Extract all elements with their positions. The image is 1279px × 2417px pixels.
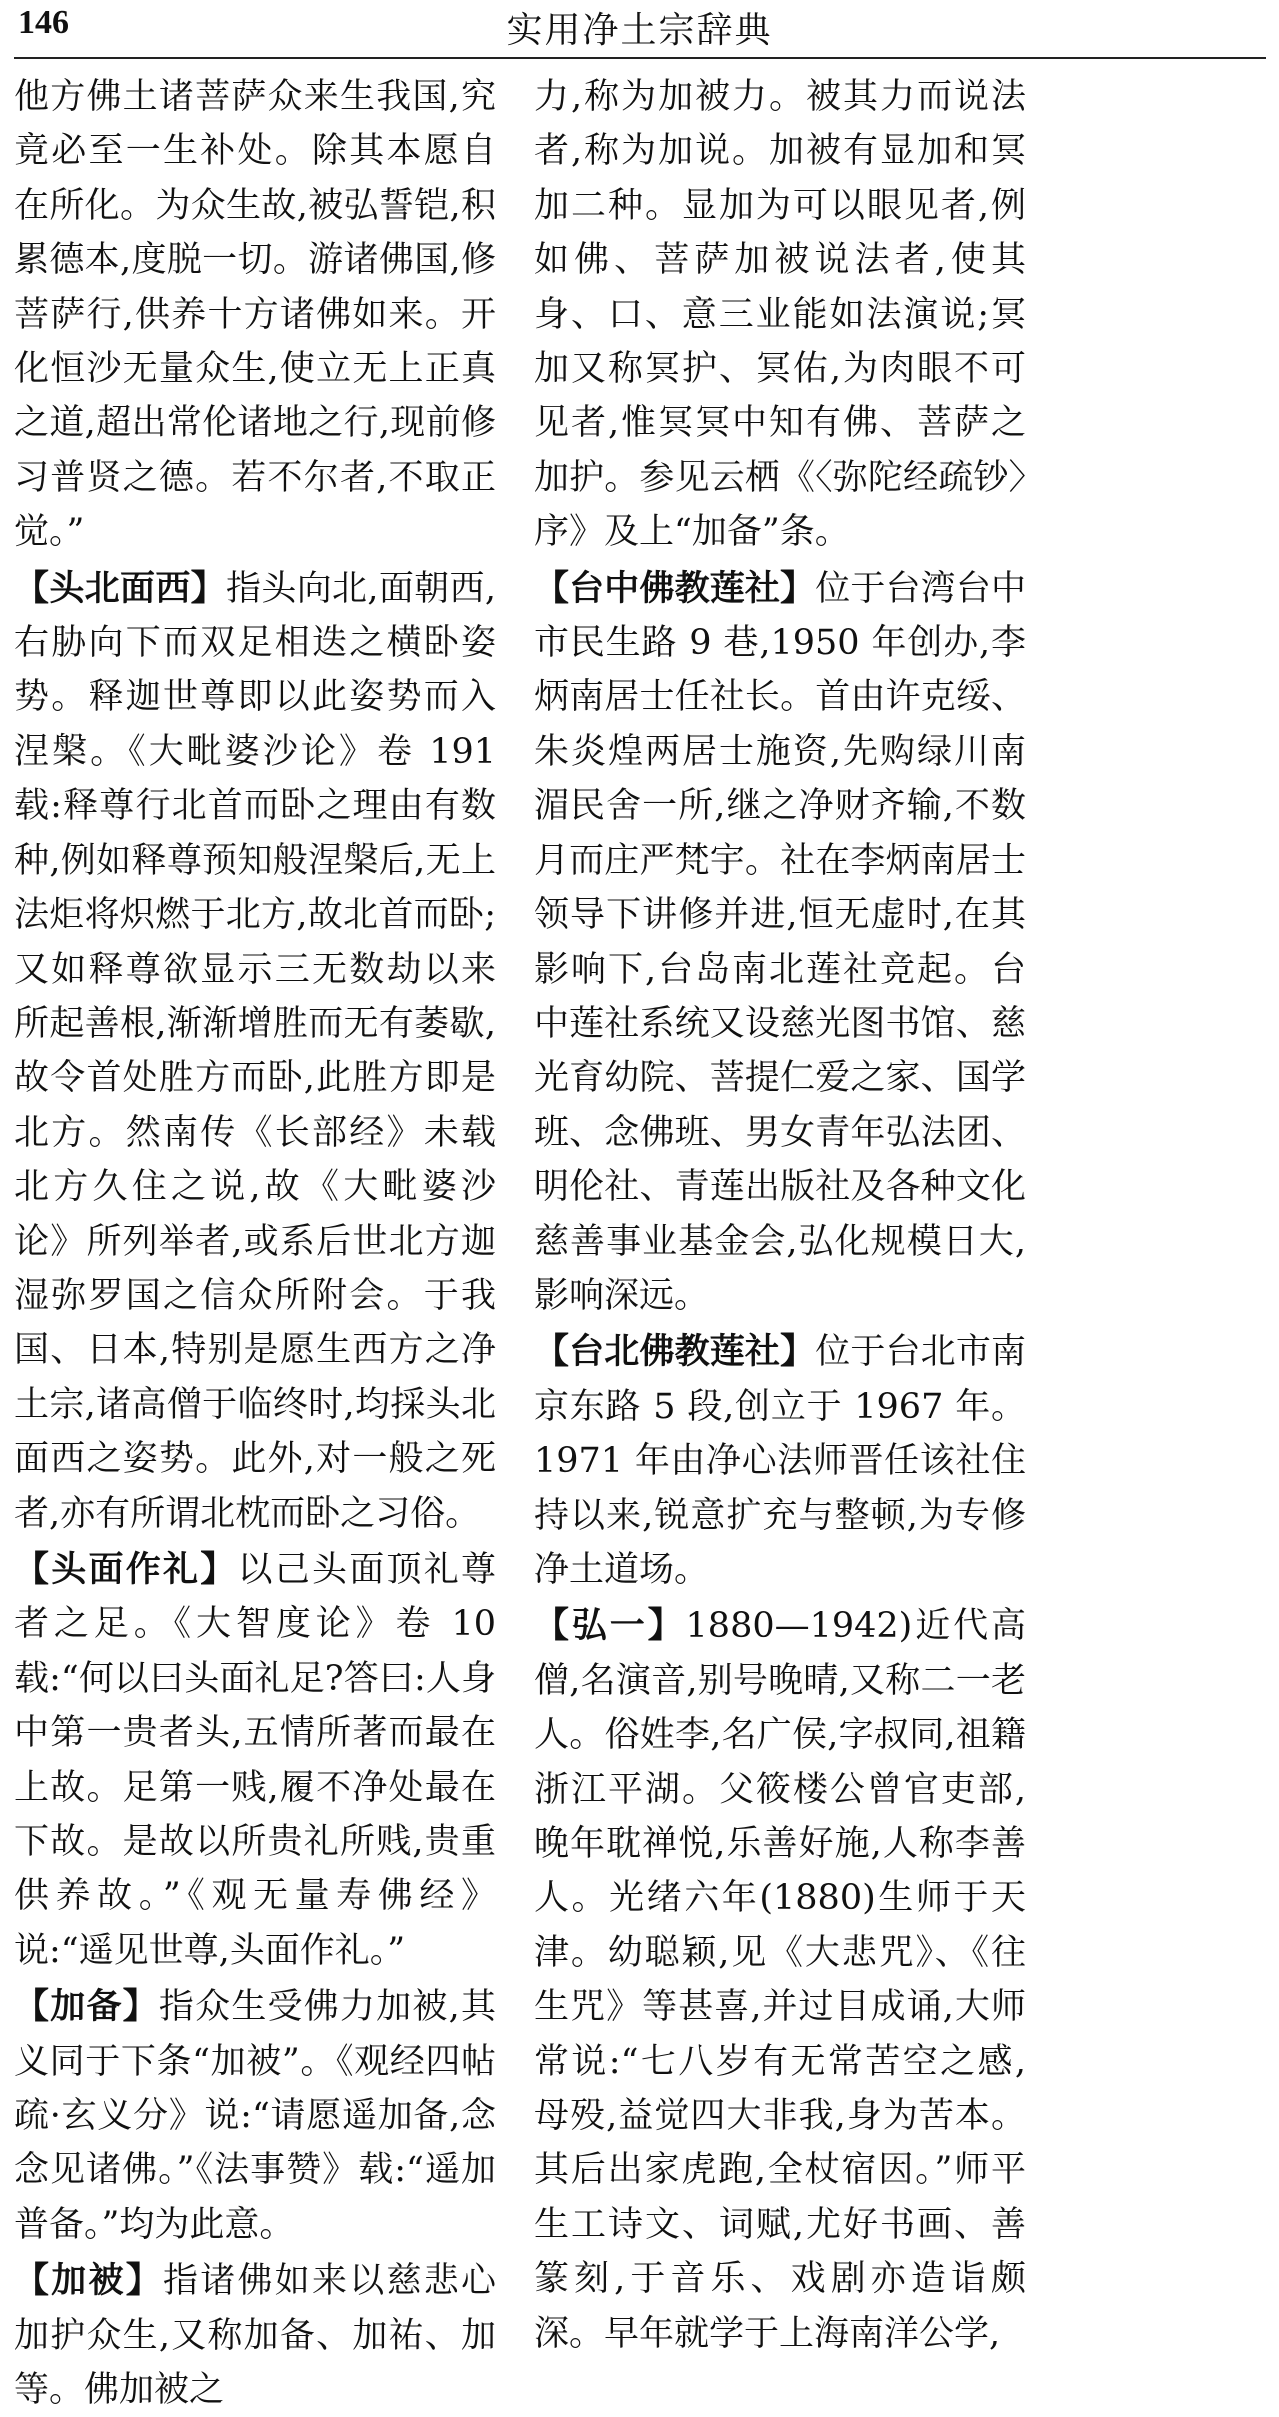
right-column <box>534 70 1026 2361</box>
entry-headword: 【加备】 <box>14 1986 159 2028</box>
dictionary-entry <box>14 2254 496 2417</box>
page-header <box>0 0 1279 62</box>
header-divider <box>14 57 1266 59</box>
entry-headword: 【头北面西】 <box>14 567 227 609</box>
entry-definition: 1880—1942)近代高僧,名演音,别号晚晴,又称二一老人。俗姓李,名广侯,字叔同,祖籍浙江平湖。父筱楼公曾官吏部,晚年耽禅悦,乐善好施,人称李善人。光绪六年(1880)生师于天津。幼聪颖,见《大悲咒》、《往生咒》等甚喜,并过目成诵,大师常说:“七八岁有无常苦空之感,母殁,益觉四大非我,身为苦本。其后出家虎跑,全杖宿因。”师平生工诗文、词赋,尤好书画、善篆刻,于音乐、戏剧亦造诣颇深。早年就学于上海南洋公学, <box>534 1606 1026 2354</box>
dictionary-entry <box>14 562 496 1541</box>
running-title: 实用净土宗辞典 <box>506 10 773 51</box>
entry-headword: 【台北佛教莲社】 <box>534 1331 816 1373</box>
page-number: 146 <box>18 4 69 41</box>
entry-definition: 以己头面顶礼尊者之足。《大智度论》卷 10 载:“何以曰头面礼足?答曰:人身中第一贵者头,五情所著而最在上故。足第一贱,履不净处最在下故。是故以所贵礼所贱,贵重供养故。”《观无量寿佛经》说:“遥见世尊,头面作礼。” <box>14 1549 496 1971</box>
dictionary-entry <box>534 1325 1026 1597</box>
entry-definition: 指诸佛如来以慈悲心加护众生,又称加备、加祐、加等。佛加被之 <box>14 2261 496 2411</box>
dictionary-entry <box>14 1980 496 2252</box>
entry-headword: 【加被】 <box>14 2260 163 2302</box>
entry-definition: 指头向北,面朝西,右胁向下而双足相迭之横卧姿势。释迦世尊即以此姿势而入涅槃。《大毗婆沙论》卷 191 载:释尊行北首而卧之理由有数种,例如释尊预知般涅槃后,无上法炬将炽燃于北方,故北首而卧;又如释尊欲显示三无数劫以来所起善根,渐渐增胜而无有萎歇,故令首处胜方而卧,此胜方即是北方。然南传《长部经》未载北方久住之说,故《大毗婆沙论》所列举者,或系后世北方迦湿弥罗国之信众所附会。于我国、日本,特别是愿生西方之净土宗,诸高僧于临终时,均採头北面西之姿势。此外,对一般之死者,亦有所谓北枕而卧之习俗。 <box>14 568 496 1534</box>
continued-entry-text: 力,称为加被力。被其力而说法者,称为加说。加被有显加和冥加二种。显加为可以眼见者,例如佛、菩萨加被说法者,使其身、口、意三业能如法演说;冥加又称冥护、冥佑,为肉眼不可见者,惟冥冥中知有佛、菩萨之加护。参见云栖《〈弥陀经疏钞〉序》及上“加备”条。 <box>534 77 1026 553</box>
entry-definition: 位于台北市南京东路 5 段,创立于 1967 年。1971 年由净心法师晋任该社住持以来,锐意扩充与整顿,为专修净土道场。 <box>534 1332 1026 1590</box>
dictionary-entry <box>14 1543 496 1978</box>
dictionary-entry <box>534 562 1026 1324</box>
continued-entry-text: 他方佛土诸菩萨众来生我国,究竟必至一生补处。除其本愿自在所化。为众生故,被弘誓铠,积累德本,度脱一切。游诸佛国,修菩萨行,供养十方诸佛如来。开化恒沙无量众生,使立无上正真之道,超出常伦诸地之行,现前修习普贤之德。若不尔者,不取正觉。” <box>14 77 496 553</box>
entry-headword: 【头面作礼】 <box>14 1548 238 1590</box>
left-column <box>14 70 496 2417</box>
entry-definition: 位于台湾台中市民生路 9 巷,1950 年创办,李炳南居士任社长。首由许克绥、朱炎煌两居士施资,先购绿川南湄民舍一所,继之净财齐输,不数月而庄严梵宇。社在李炳南居士领导下讲修并进,恒无虚时,在其影响下,台岛南北莲社竞起。台中莲社系统又设慈光图书馆、慈光育幼院、菩提仁爱之家、国学班、念佛班、男女青年弘法团、明伦社、青莲出版社及各种文化慈善事业基金会,弘化规模日大,影响深远。 <box>534 568 1026 1316</box>
entry-headword: 【台中佛教莲社】 <box>534 567 816 609</box>
dictionary-entry <box>534 1599 1026 2361</box>
entry-definition: 指众生受佛力加被,其义同于下条“加被”。《观经四帖疏·玄义分》说:“请愿遥加备,念念见诸佛。”《法事赞》载:“遥加普备。”均为此意。 <box>14 1987 496 2245</box>
entry-headword: 【弘一】 <box>534 1605 686 1647</box>
